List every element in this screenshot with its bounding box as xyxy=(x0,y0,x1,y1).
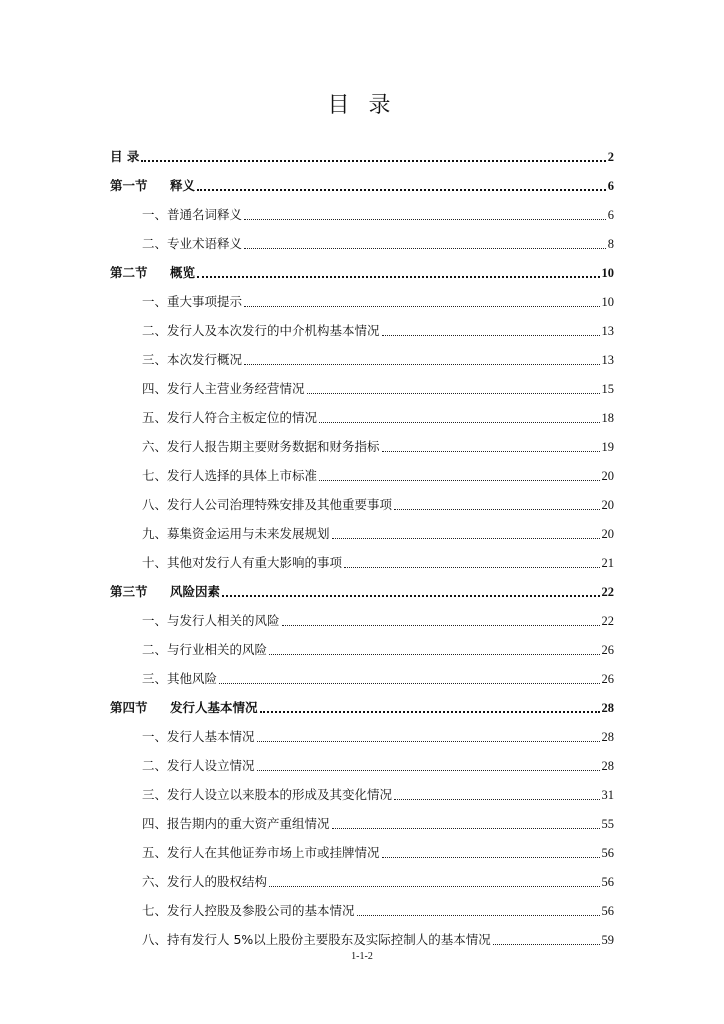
toc-item-entry[interactable] xyxy=(110,629,614,658)
toc-page-number: 28 xyxy=(601,759,614,773)
toc-item-entry[interactable] xyxy=(110,803,614,832)
toc-page-number: 6 xyxy=(607,208,614,222)
toc-page-number: 26 xyxy=(601,672,614,686)
toc-section-entry[interactable] xyxy=(110,136,614,165)
toc-item-entry[interactable] xyxy=(110,658,614,687)
toc-page-number: 56 xyxy=(601,904,614,918)
toc-item-entry[interactable] xyxy=(110,832,614,861)
toc-page-number: 10 xyxy=(601,266,614,280)
toc-item-entry[interactable] xyxy=(110,310,614,339)
dot-leader xyxy=(307,392,600,394)
toc-item-entry[interactable] xyxy=(110,600,614,629)
dot-leader xyxy=(222,594,599,597)
toc-entry-label xyxy=(142,555,342,571)
toc-entry-text: 风险因素 xyxy=(170,584,221,599)
toc-entry-label xyxy=(142,439,380,455)
toc-page-number: 28 xyxy=(601,730,614,744)
toc-page-number: 56 xyxy=(601,875,614,889)
toc-page-number: 31 xyxy=(601,788,614,802)
toc-page-number: 20 xyxy=(601,469,614,483)
toc-entry-label xyxy=(142,207,242,223)
dot-leader xyxy=(382,856,600,858)
dot-leader xyxy=(493,943,600,945)
toc-entry-text: 概览 xyxy=(170,265,196,280)
dot-leader xyxy=(332,537,600,539)
toc-page-number: 2 xyxy=(607,150,614,164)
toc-entry-text: 发行人基本情况 xyxy=(170,700,258,715)
toc-entry-text: 三、其他风险 xyxy=(142,671,218,686)
toc-entry-text: 十、其他对发行人有重大影响的事项 xyxy=(142,555,343,570)
toc-entry-label xyxy=(142,729,255,745)
toc-entry-text: 四、发行人主营业务经营情况 xyxy=(142,381,305,396)
toc-page-number: 20 xyxy=(601,498,614,512)
toc-section-entry[interactable] xyxy=(110,571,614,600)
toc-page-number: 13 xyxy=(601,353,614,367)
dot-leader xyxy=(332,827,600,829)
toc-page-number: 10 xyxy=(601,295,614,309)
dot-leader xyxy=(257,740,600,742)
toc-entry-text: 二、与行业相关的风险 xyxy=(142,642,268,657)
dot-leader xyxy=(394,798,599,800)
toc-entry-label xyxy=(110,149,139,165)
toc-entry-text: 二、发行人设立情况 xyxy=(142,758,255,773)
toc-entry-text: 目 录 xyxy=(110,149,140,164)
dot-leader xyxy=(357,914,600,916)
toc-entry-label xyxy=(142,236,242,252)
dot-leader xyxy=(344,566,599,568)
toc-item-entry[interactable] xyxy=(110,397,614,426)
toc-entry-text: 五、发行人在其他证券市场上市或挂牌情况 xyxy=(142,845,380,860)
dot-leader xyxy=(319,421,599,423)
toc-page-number: 26 xyxy=(601,643,614,657)
dot-leader xyxy=(219,682,599,684)
toc-entry-label xyxy=(142,381,305,397)
toc-page-number: 56 xyxy=(601,846,614,860)
toc-entry-label xyxy=(142,787,392,803)
toc-entry-text: 一、发行人基本情况 xyxy=(142,729,255,744)
page-number-footer: 1-1-2 xyxy=(351,951,373,962)
table-of-contents xyxy=(110,136,614,948)
toc-section-entry[interactable] xyxy=(110,252,614,281)
toc-entry-label xyxy=(142,816,330,832)
toc-section-entry[interactable] xyxy=(110,687,614,716)
toc-page-number: 6 xyxy=(607,179,614,193)
toc-entry-text: 六、发行人的股权结构 xyxy=(142,874,268,889)
toc-entry-text: 八、持有发行人 5%以上股份主要股东及实际控制人的基本情况 xyxy=(142,932,491,947)
toc-section-number: 第三节 xyxy=(110,584,148,599)
toc-entry-label xyxy=(110,265,195,281)
toc-item-entry[interactable] xyxy=(110,542,614,571)
dot-leader xyxy=(244,305,599,307)
toc-section-number: 第一节 xyxy=(110,178,148,193)
toc-item-entry[interactable] xyxy=(110,455,614,484)
toc-entry-label xyxy=(142,352,242,368)
dot-leader xyxy=(141,159,605,162)
dot-leader xyxy=(282,624,600,626)
toc-entry-text: 六、发行人报告期主要财务数据和财务指标 xyxy=(142,439,380,454)
toc-page-number: 22 xyxy=(601,614,614,628)
dot-leader xyxy=(382,334,600,336)
toc-item-entry[interactable] xyxy=(110,774,614,803)
dot-leader xyxy=(269,885,599,887)
toc-entry-label xyxy=(142,613,280,629)
toc-entry-text: 九、募集资金运用与未来发展规划 xyxy=(142,526,330,541)
dot-leader xyxy=(257,769,600,771)
toc-page-number: 18 xyxy=(601,411,614,425)
toc-entry-label xyxy=(142,323,380,339)
toc-item-entry[interactable] xyxy=(110,716,614,745)
toc-item-entry[interactable] xyxy=(110,484,614,513)
toc-page-number: 55 xyxy=(601,817,614,831)
toc-page-number: 22 xyxy=(601,585,614,599)
toc-page-number: 28 xyxy=(601,701,614,715)
toc-entry-text: 释义 xyxy=(170,178,196,193)
dot-leader xyxy=(269,653,599,655)
toc-entry-label xyxy=(110,178,195,194)
toc-item-entry[interactable] xyxy=(110,281,614,310)
toc-item-entry[interactable] xyxy=(110,194,614,223)
dot-leader xyxy=(382,450,600,452)
toc-entry-label xyxy=(110,584,220,600)
dot-leader xyxy=(244,218,606,220)
toc-section-number: 第四节 xyxy=(110,700,148,715)
toc-entry-label xyxy=(142,497,392,513)
toc-page-number: 21 xyxy=(601,556,614,570)
page-title: 目 录 xyxy=(327,93,397,118)
toc-entry-text: 一、与发行人相关的风险 xyxy=(142,613,280,628)
toc-entry-label xyxy=(110,700,258,716)
toc-page-number: 59 xyxy=(601,933,614,947)
toc-item-entry[interactable] xyxy=(110,223,614,252)
toc-entry-label xyxy=(142,468,317,484)
toc-entry-label xyxy=(142,294,242,310)
toc-entry-text: 七、发行人选择的具体上市标准 xyxy=(142,468,318,483)
toc-entry-text: 二、专业术语释义 xyxy=(142,236,243,251)
toc-item-entry[interactable] xyxy=(110,513,614,542)
toc-entry-label xyxy=(142,410,317,426)
toc-page-number: 13 xyxy=(601,324,614,338)
toc-entry-label xyxy=(142,903,355,919)
toc-entry-text: 一、重大事项提示 xyxy=(142,294,243,309)
toc-entry-label xyxy=(142,758,255,774)
dot-leader xyxy=(394,508,599,510)
toc-entry-label xyxy=(142,642,267,658)
toc-entry-text: 三、发行人设立以来股本的形成及其变化情况 xyxy=(142,787,393,802)
toc-entry-text: 一、普通名词释义 xyxy=(142,207,243,222)
toc-item-entry[interactable] xyxy=(110,919,614,948)
toc-section-entry[interactable] xyxy=(110,165,614,194)
toc-page-number: 15 xyxy=(601,382,614,396)
dot-leader xyxy=(319,479,599,481)
toc-page-number: 8 xyxy=(607,237,614,251)
toc-entry-label xyxy=(142,526,330,542)
toc-item-entry[interactable] xyxy=(110,861,614,890)
dot-leader xyxy=(260,710,600,713)
dot-leader xyxy=(244,363,599,365)
toc-entry-label xyxy=(142,932,491,948)
toc-entry-label xyxy=(142,845,380,861)
dot-leader xyxy=(197,275,599,278)
toc-page-number: 20 xyxy=(601,527,614,541)
toc-entry-text: 三、本次发行概况 xyxy=(142,352,243,367)
toc-page-number: 19 xyxy=(601,440,614,454)
toc-section-number: 第二节 xyxy=(110,265,148,280)
toc-entry-text: 八、发行人公司治理特殊安排及其他重要事项 xyxy=(142,497,393,512)
toc-item-entry[interactable] xyxy=(110,368,614,397)
toc-item-entry[interactable] xyxy=(110,890,614,919)
dot-leader xyxy=(197,188,606,191)
toc-entry-label xyxy=(142,671,217,687)
toc-item-entry[interactable] xyxy=(110,745,614,774)
dot-leader xyxy=(244,247,606,249)
toc-entry-text: 四、报告期内的重大资产重组情况 xyxy=(142,816,330,831)
toc-entry-text: 五、发行人符合主板定位的情况 xyxy=(142,410,318,425)
toc-item-entry[interactable] xyxy=(110,339,614,368)
toc-entry-text: 二、发行人及本次发行的中介机构基本情况 xyxy=(142,323,380,338)
toc-entry-label xyxy=(142,874,267,890)
toc-item-entry[interactable] xyxy=(110,426,614,455)
toc-entry-text: 七、发行人控股及参股公司的基本情况 xyxy=(142,903,355,918)
